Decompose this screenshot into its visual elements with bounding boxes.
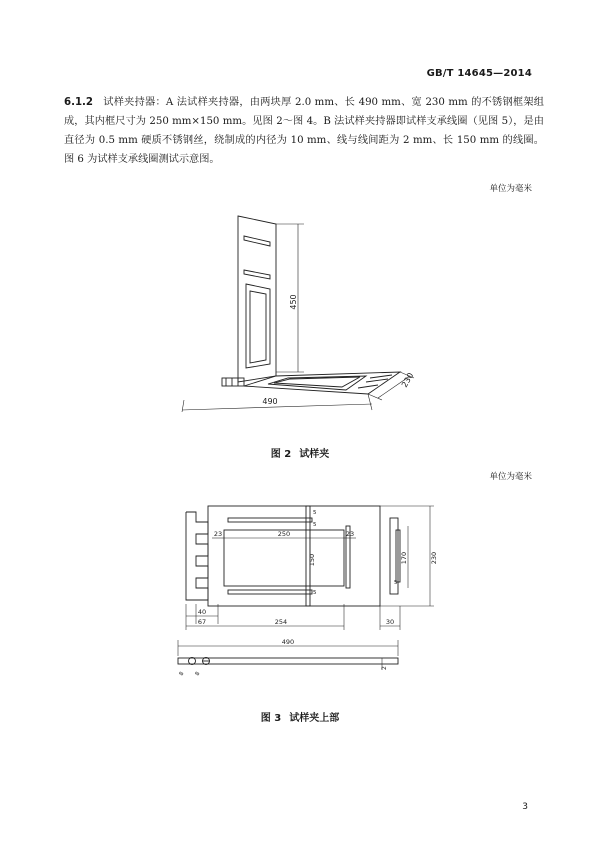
dim-5-d: 5 (394, 580, 398, 586)
figure2-caption (0, 445, 600, 460)
dim-length: 490 (262, 397, 278, 406)
notched-edge (186, 512, 208, 600)
standard-code: GB/T 14645—2014 (426, 68, 532, 79)
dim-490: 490 (281, 638, 295, 646)
figure2-caption-number: 图 2 (270, 449, 292, 460)
clause-text: 试样夹持器：A 法试样夹持器，由两块厚 2.0 mm、长 490 mm、宽 230 mm 的不锈钢框架组成，其内框尺寸为 250 mm×150 mm。见图 2～图 4。B 法试样夹持器即试样支承线圈（见图 5），是由直径为 0.5 mm 硬质不锈钢丝，绕制成的内径为 10 mm、线与线间距为 2 mm、长 150 mm 的线圈。图 6 为试样支承线圈测试示意图。 (64, 97, 544, 165)
inner-window (224, 530, 344, 586)
dim-2: 2 (381, 666, 388, 670)
clause-6-1-2 (64, 93, 544, 169)
dim-8-a: 8 (178, 670, 186, 677)
dim-height: 450 (289, 294, 298, 310)
dim-250: 250 (277, 530, 291, 538)
dim-254: 254 (274, 618, 288, 626)
base-plate (244, 372, 400, 394)
dim-40: 40 (197, 608, 207, 616)
figure3-unit-note: 单位为毫米 (489, 472, 532, 482)
figure2-drawing (170, 212, 430, 417)
figure3-caption-title: 试样夹上部 (289, 713, 340, 724)
dim-23-left: 23 (213, 530, 223, 538)
figure3-caption (0, 709, 600, 724)
dim-depth: 230 (399, 371, 416, 389)
dim-230: 230 (430, 551, 438, 565)
figure3-drawing (168, 500, 448, 695)
elevation-strip (178, 658, 398, 664)
dim-67: 67 (197, 618, 207, 626)
dim-150: 150 (308, 553, 316, 567)
dim-5-b: 5 (313, 522, 317, 528)
plate-outline (208, 506, 380, 606)
dim-170: 170 (400, 551, 408, 565)
dim-5-a: 5 (313, 510, 317, 516)
figure3-caption-number: 图 3 (260, 713, 282, 724)
page-number: 3 (522, 802, 528, 812)
dim-23-right: 23 (345, 530, 355, 538)
dim-8-b: 8 (194, 670, 202, 677)
dim-30: 30 (385, 618, 395, 626)
dim-5-c: 5 (313, 590, 317, 596)
clause-number: 6.1.2 (64, 97, 94, 108)
figure2-caption-title: 试样夹 (299, 449, 330, 460)
figure2-unit-note: 单位为毫米 (489, 184, 532, 194)
